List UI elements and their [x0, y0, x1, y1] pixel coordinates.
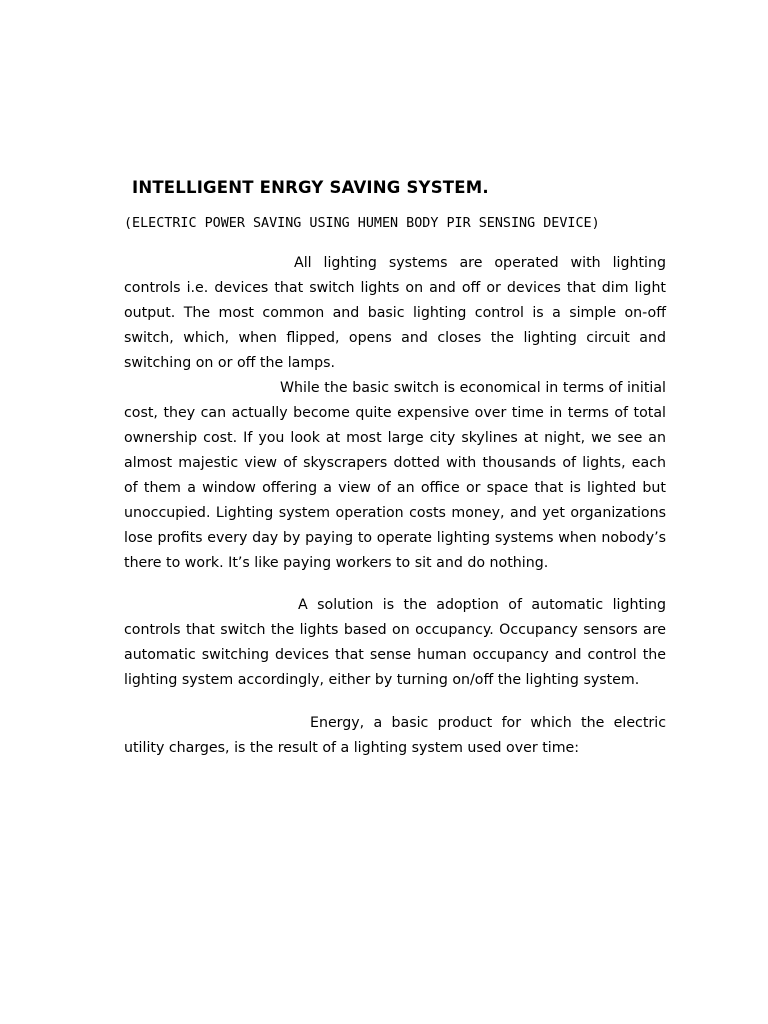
- paragraph-energy: [124, 711, 666, 761]
- paragraph-text: All lighting systems are operated with lighting controls i.e. devices that switch lights on and off or devices that dim light output. The most common and basic lighting control is a simple on-off switch, which, when flipped, opens and closes the lighting circuit and switching on or off the lamps.: [124, 255, 666, 371]
- document-subtitle: (ELECTRIC POWER SAVING USING HUMEN BODY PIR SENSING DEVICE): [124, 216, 600, 231]
- paragraph-text: While the basic switch is economical in terms of initial cost, they can actually become quite expensive over time in terms of total ownership cost. If you look at most large city skylines at night, we see an almost majestic view of skyscrapers dotted with thousands of lights, each of them a window offering a view of an office or space that is lighted but unoccupied. Lighting system operation costs money, and yet organizations lose profits every day by paying to operate lighting systems when nobody’s there to work. It’s like paying workers to sit and do nothing.: [124, 380, 666, 571]
- document-page: [124, 178, 666, 761]
- document-title: INTELLIGENT ENRGY SAVING SYSTEM.: [132, 178, 489, 197]
- paragraph-basic-switch-cost: [124, 376, 666, 576]
- paragraph-lighting-controls: [124, 251, 666, 376]
- paragraph-text: Energy, a basic product for which the electric utility charges, is the result of a lighting system used over time:: [124, 715, 666, 756]
- paragraph-text: A solution is the adoption of automatic lighting controls that switch the lights based on occupancy. Occupancy sensors are automatic switching devices that sense human occupancy and control the lighting system accordingly, either by turning on/off the lighting system.: [124, 597, 666, 688]
- paragraph-automatic-controls: [124, 593, 666, 693]
